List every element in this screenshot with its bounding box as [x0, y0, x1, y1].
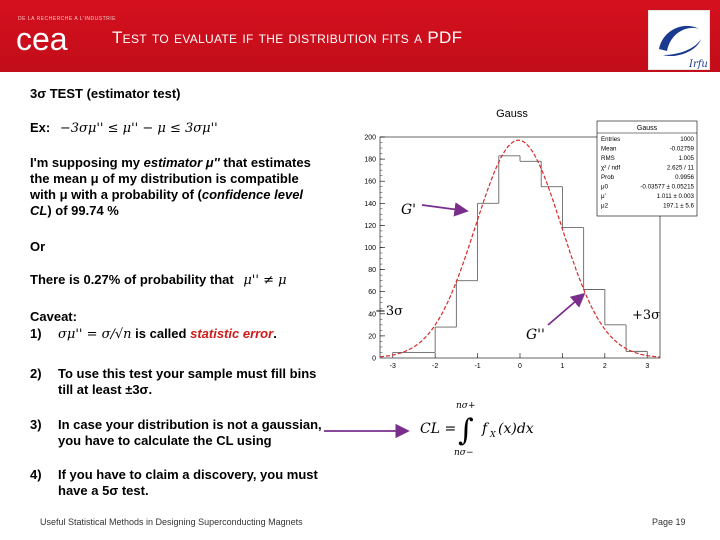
page-number: Page 19: [652, 517, 686, 527]
label-gprime: G': [401, 202, 417, 218]
p1-text-c: that estimates: [219, 155, 311, 170]
p1-line3-a: with μ with a probability of (: [30, 187, 202, 202]
caveat-heading: Caveat:: [30, 309, 77, 324]
cea-logo: [14, 22, 104, 56]
item1-number: 1): [30, 326, 42, 341]
stats-label: μ': [601, 193, 606, 200]
irfu-logo: [648, 10, 710, 70]
item4-number: 4): [30, 467, 42, 482]
stats-label: Entries: [601, 136, 621, 143]
caveat-item-2: [30, 366, 330, 398]
caveat-item-4: [30, 467, 330, 499]
stats-box: [597, 121, 697, 216]
cl-subscript: X: [490, 430, 496, 439]
y-tick-label: 20: [368, 333, 376, 341]
slide-title: Test to evaluate if the distribution fits a PDF: [112, 28, 463, 47]
cl-lower-limit: nσ−: [454, 448, 474, 458]
cl-argument: (x)dx: [498, 421, 534, 437]
label-gdprime: G'': [526, 327, 545, 343]
p1-line3-b: confidence level: [201, 187, 304, 202]
item1-period: .: [273, 326, 277, 341]
footer-caption: Useful Statistical Methods in Designing Superconducting Magnets: [40, 517, 303, 527]
paragraph-estimator: [30, 155, 330, 219]
p1-line2: the mean μ of my distribution is compatible: [30, 171, 299, 186]
annotation-gprime: [401, 202, 467, 218]
y-tick-label: 60: [368, 289, 376, 297]
y-tick-label: 0: [372, 355, 376, 363]
item3-line2: you have to calculate the CL using: [58, 433, 272, 448]
p1-line4-a: CL: [30, 203, 48, 218]
x-tick-label: -2: [432, 363, 439, 370]
stats-label: μ0: [601, 183, 609, 191]
chart-title: Gauss: [496, 108, 528, 120]
label-plus-3sigma: +3σ: [632, 308, 661, 323]
p1-line4-b: ) of 99.74 %: [47, 203, 119, 218]
y-tick-label: 140: [364, 200, 376, 208]
y-tick-label: 200: [364, 134, 376, 142]
arrow-to-cl-formula: [322, 424, 412, 438]
x-tick-label: 1: [560, 363, 565, 370]
annotation-gdprime: [526, 294, 584, 343]
svg-text:Irfu: Irfu: [689, 59, 708, 70]
item3-number: 3): [30, 417, 42, 432]
example-formula: −3σμ'' ≤ μ'' − μ ≤ 3σμ'': [59, 121, 218, 136]
section-heading: 3σ TEST (estimator test): [30, 86, 181, 101]
probability-formula: μ'' ≠ μ: [243, 273, 287, 288]
item1-text: is called: [131, 326, 191, 341]
stats-value: 1000: [680, 136, 694, 143]
item2-line1: To use this test your sample must fill bins: [58, 366, 317, 381]
x-tick-label: 2: [602, 363, 607, 370]
stats-label: RMS: [601, 155, 615, 162]
y-tick-label: 180: [364, 156, 376, 164]
org-tagline: DE LA RECHERCHE A L'INDUSTRIE: [18, 16, 116, 22]
item3-line1: In case your distribution is not a gaussian,: [58, 417, 322, 432]
item2-number: 2): [30, 366, 42, 381]
stats-title: Gauss: [636, 125, 658, 132]
stats-value: 0.9956: [675, 174, 694, 181]
stats-label: Mean: [601, 145, 617, 153]
probability-text: There is 0.27% of probability that: [30, 272, 234, 287]
or-text: Or: [30, 239, 46, 254]
stats-value: 1.011 ± 0.003: [656, 193, 694, 200]
stats-value: 197.1 ± 5.6: [663, 202, 694, 210]
y-tick-label: 100: [364, 245, 376, 252]
p1-text-a: I'm supposing my: [30, 155, 144, 170]
caveat-item-1: [30, 326, 330, 343]
arrow-gprime: [422, 205, 467, 211]
cl-integrand: f: [482, 421, 488, 437]
p1-text-b: estimator μ'': [143, 155, 220, 170]
example-label: Ex:: [30, 120, 51, 135]
caveat-item-3: [30, 417, 330, 449]
integral-sign: ∫: [458, 413, 474, 448]
item4-line1: If you have to claim a discovery, you must: [58, 467, 318, 482]
label-minus-3sigma: −3σ: [375, 304, 404, 319]
cl-upper-limit: nσ+: [456, 401, 476, 411]
stats-label: μ2: [601, 202, 609, 210]
x-tick-label: -1: [474, 363, 481, 370]
svg-text:cea: cea: [16, 22, 68, 56]
cl-integral-formula: [420, 398, 580, 458]
arrow-gdprime: [548, 294, 584, 325]
example-line: [30, 120, 218, 137]
y-tick-label: 120: [364, 222, 376, 230]
item2-line2: till at least ±3σ.: [58, 382, 153, 397]
gauss-histogram-chart: [340, 103, 705, 373]
y-tick-label: 40: [368, 311, 376, 319]
stats-value: 2.625 / 11: [666, 164, 694, 172]
header-banner: [0, 0, 720, 72]
cl-lhs: CL =: [420, 421, 457, 437]
probability-line: [30, 272, 287, 289]
y-tick-label: 160: [364, 178, 376, 186]
stats-value: 1.005: [678, 155, 694, 162]
stats-value: -0.02759: [669, 145, 694, 153]
y-tick-label: 80: [368, 267, 376, 275]
item1-formula: σμ'' = σ/√n: [58, 327, 132, 342]
stats-label: Prob: [601, 174, 615, 181]
stats-label: χ² / ndf: [601, 164, 621, 172]
item1-highlight: statistic error: [190, 326, 274, 341]
item4-line2: have a 5σ test.: [58, 483, 149, 498]
x-tick-label: 0: [518, 363, 522, 370]
stats-value: -0.03577 ± 0.05215: [640, 183, 694, 191]
x-tick-label: -3: [389, 363, 396, 370]
x-tick-label: 3: [645, 363, 650, 370]
